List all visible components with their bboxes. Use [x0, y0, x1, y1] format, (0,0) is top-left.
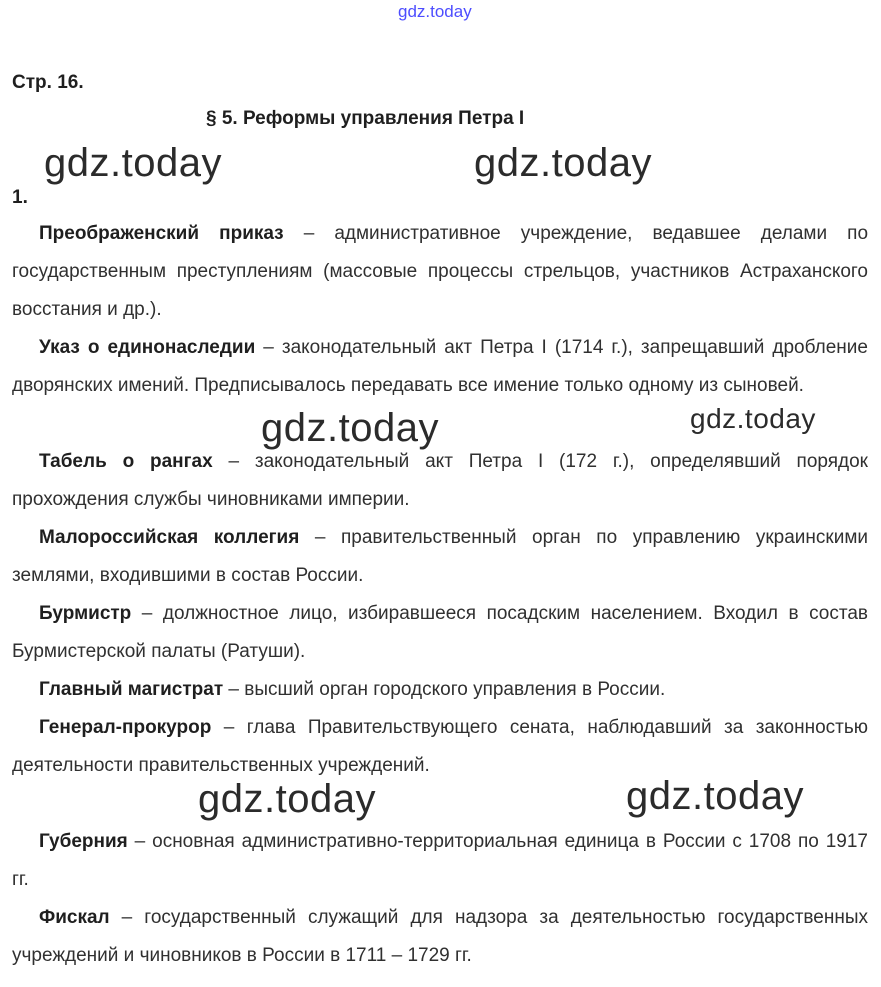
term-text: – законодательный акт Петра I (1714 г.), запрещавший дробление дворянских имений. Предписывалось передавать все имение только одному из сыновей.	[12, 337, 868, 396]
watermark-top: gdz.today	[398, 2, 472, 21]
watermark: gdz.today	[626, 774, 804, 818]
term-name: Указ о единонаследии	[39, 337, 256, 358]
term-text: – должностное лицо, избиравшееся посадским населением. Входил в состав Бурмистерской палаты (Ратуши).	[12, 603, 868, 662]
page-label: Стр. 16.	[12, 72, 84, 93]
term-name: Главный магистрат	[39, 679, 224, 700]
term-definition	[12, 215, 868, 329]
term-definition	[12, 671, 868, 709]
term-text: – основная административно-территориальная единица в России с 1708 по 1917 гг.	[12, 831, 868, 890]
term-name: Губерния	[39, 831, 128, 852]
term-text: – высший орган городского управления в России.	[223, 679, 666, 700]
term-text: – глава Правительствующего сената, наблюдавший за законностью деятельности правительственных учреждений.	[12, 717, 868, 776]
term-name: Генерал-прокурор	[39, 717, 212, 738]
term-text: – правительственный орган по управлению украинскими землями, входившими в состав России.	[12, 527, 868, 586]
term-definition	[12, 595, 868, 671]
section-title: § 5. Реформы управления Петра I	[206, 108, 525, 129]
term-text: – административное учреждение, ведавшее делами по государственным преступлениям (массовые процессы стрельцов, участников Астраханского восстания и др.).	[12, 223, 869, 320]
term-definition	[12, 443, 868, 519]
item-number: 1.	[12, 187, 28, 208]
term-definition	[12, 899, 868, 975]
term-name: Фискал	[39, 907, 110, 928]
watermark: gdz.today	[474, 141, 652, 185]
term-definition	[12, 823, 868, 899]
term-name: Преображенский приказ	[39, 223, 284, 244]
term-definition	[12, 519, 868, 595]
term-name: Малороссийская коллегия	[39, 527, 300, 548]
watermark: gdz.today	[690, 403, 816, 434]
term-text: – государственный служащий для надзора за деятельностью государственных учреждений и чиновников в России в 1711 – 1729 гг.	[12, 907, 868, 966]
term-name: Бурмистр	[39, 603, 132, 624]
watermark: gdz.today	[261, 406, 439, 450]
term-text: – законодательный акт Петра I (172 г.), определявший порядок прохождения службы чиновниками империи.	[12, 451, 868, 510]
watermark: gdz.today	[44, 141, 222, 185]
term-definition	[12, 329, 868, 405]
term-name: Табель о рангах	[39, 451, 213, 472]
watermark: gdz.today	[198, 777, 376, 821]
